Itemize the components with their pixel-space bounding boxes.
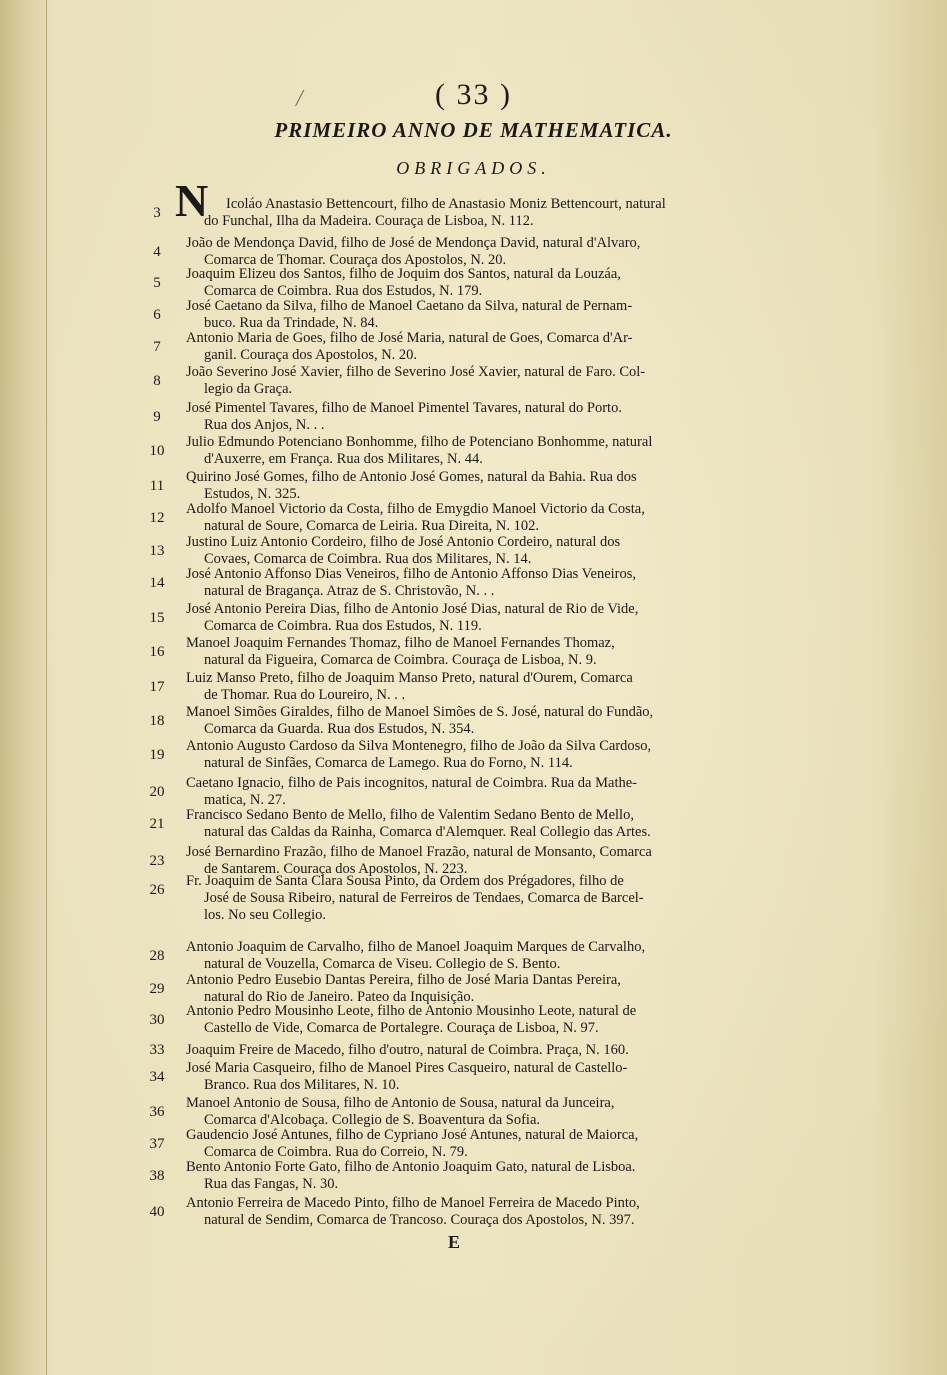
entry-line: d'Auxerre, em França. Rua dos Militares, N. 44.	[204, 451, 483, 467]
entry-line: Antonio Maria de Goes, filho de José Maria, natural de Goes, Comarca d'Ar-	[186, 330, 633, 346]
entry-number: 15	[149, 609, 165, 626]
entry-line: Antonio Ferreira de Macedo Pinto, filho de Manoel Ferreira de Macedo Pinto,	[186, 1195, 640, 1211]
entry-number: 17	[149, 678, 165, 695]
entry-line: Branco. Rua dos Militares, N. 10.	[204, 1077, 400, 1093]
entry-number: 18	[149, 712, 165, 729]
entry-number: 21	[149, 815, 165, 832]
subsection-title: OBRIGADOS.	[396, 158, 551, 178]
entry-line: José Caetano da Silva, filho de Manoel Caetano da Silva, natural de Pernam-	[186, 298, 633, 314]
entry-number: 12	[149, 509, 165, 526]
entry-line: Antonio Joaquim de Carvalho, filho de Manoel Joaquim Marques de Carvalho,	[186, 939, 646, 955]
entry-text	[186, 635, 766, 669]
entry-line: Comarca da Guarda. Rua dos Estudos, N. 354.	[204, 721, 475, 737]
entry-line: José Maria Casqueiro, filho de Manoel Pires Casqueiro, natural de Castello-	[186, 1060, 628, 1076]
entry-line: natural de Soure, Comarca de Leiria. Rua Direita, N. 102.	[204, 518, 539, 534]
entry-text	[186, 434, 766, 468]
entry-text	[186, 235, 766, 269]
entry-number: 16	[149, 643, 165, 660]
entry-line: natural das Caldas da Rainha, Comarca d'Alemquer. Real Collegio das Artes.	[204, 824, 651, 840]
entry-text	[186, 266, 766, 300]
entry-line: Justino Luiz Antonio Cordeiro, filho de José Antonio Cordeiro, natural dos	[186, 534, 621, 550]
entry-text	[186, 1003, 766, 1037]
entry-number: 40	[149, 1203, 165, 1220]
entry-text	[186, 566, 766, 600]
entry-text	[186, 469, 766, 503]
entry-number: 38	[149, 1167, 165, 1184]
entry-line: natural de Vouzella, Comarca de Viseu. Collegio de S. Bento.	[204, 956, 561, 972]
entry-text	[186, 501, 766, 535]
entry-line: José Antonio Pereira Dias, filho de Antonio José Dias, natural de Rio de Vide,	[186, 601, 639, 617]
entry-line: Julio Edmundo Potenciano Bonhomme, filho de Potenciano Bonhomme, natural	[186, 434, 653, 450]
entry-line: Icoláo Anastasio Bettencourt, filho de Anastasio Moniz Bettencourt, natural	[226, 196, 666, 212]
entry-line: João de Mendonça David, filho de José de Mendonça David, natural d'Alvaro,	[186, 235, 641, 251]
entry-number: 28	[149, 947, 165, 964]
entry-line: natural do Rio de Janeiro. Pateo da Inquisição.	[204, 989, 475, 1005]
entry-number: 36	[149, 1103, 165, 1120]
entry-number: 19	[149, 746, 165, 763]
entry-line: Bento Antonio Forte Gato, filho de Antonio Joaquim Gato, natural de Lisboa.	[186, 1159, 636, 1175]
entry-line: José de Sousa Ribeiro, natural de Ferreiros de Tendaes, Comarca de Barcel-	[204, 890, 644, 906]
entry-line: Estudos, N. 325.	[204, 486, 301, 502]
entry-line: Comarca de Coimbra. Rua dos Estudos, N. 119.	[204, 618, 482, 634]
entry-line: buco. Rua da Trindade, N. 84.	[204, 315, 379, 331]
entry-text	[186, 400, 766, 434]
entry-number: 9	[153, 408, 161, 425]
entry-line: Gaudencio José Antunes, filho de Cypriano José Antunes, natural de Maiorca,	[186, 1127, 639, 1143]
entry-line: Antonio Pedro Eusebio Dantas Pereira, filho de José Maria Dantas Pereira,	[186, 972, 621, 988]
entry-line: ganil. Couraça dos Apostolos, N. 20.	[204, 347, 418, 363]
entry-line: Rua das Fangas, N. 30.	[204, 1176, 339, 1192]
entry-line: Comarca de Coimbra. Rua dos Estudos, N. 179.	[204, 283, 483, 299]
pencil-mark: /	[296, 86, 303, 112]
entry-text	[186, 670, 766, 704]
entry-number: 33	[149, 1042, 165, 1058]
entry-line: natural da Figueira, Comarca de Coimbra. Couraça de Lisboa, N. 9.	[204, 652, 597, 668]
entry-text	[186, 1060, 766, 1094]
entry-line: do Funchal, Ilha da Madeira. Couraça de Lisboa, N. 112.	[204, 213, 534, 229]
catchword: E	[448, 1232, 461, 1252]
entry-text	[186, 972, 766, 1006]
entry-number: 11	[149, 477, 165, 494]
binding-gutter	[0, 0, 47, 1375]
entry-text	[186, 534, 766, 568]
entry-line: Quirino José Gomes, filho de Antonio José Gomes, natural da Bahia. Rua dos	[186, 469, 637, 485]
entry-text	[186, 1127, 766, 1161]
entry-line: Comarca de Coimbra. Rua do Correio, N. 79.	[204, 1144, 468, 1160]
entry-line: Manoel Joaquim Fernandes Thomaz, filho de Manoel Fernandes Thomaz,	[186, 635, 615, 651]
entry-text	[186, 873, 766, 924]
entry-number: 6	[153, 306, 161, 323]
entry-line: Comarca d'Alcobaça. Collegio de S. Boaventura da Sofia.	[204, 1112, 541, 1128]
entry-line: João Severino José Xavier, filho de Severino José Xavier, natural de Faro. Col-	[186, 364, 646, 380]
entry-text	[186, 196, 766, 230]
entry-text	[186, 704, 766, 738]
entry-number: 20	[149, 783, 165, 800]
entry-number: 30	[149, 1011, 165, 1028]
entry-line: Fr. Joaquim de Santa Clara Sousa Pinto, da Ordem dos Prégadores, filho de	[186, 873, 624, 889]
entry-number: 29	[149, 980, 165, 997]
entry-line: de Santarem. Couraça dos Apostolos, N. 223.	[204, 861, 468, 877]
entry-line: natural de Sendim, Comarca de Trancoso. Couraça dos Apostolos, N. 397.	[204, 1212, 635, 1228]
entry-line: Manoel Simões Giraldes, filho de Manoel Simões de S. José, natural do Fundão,	[186, 704, 654, 720]
entry-text	[186, 939, 766, 973]
section-title: PRIMEIRO ANNO DE MATHEMATICA.	[274, 118, 673, 142]
entry-line: Joaquim Elizeu dos Santos, filho de Joquim dos Santos, natural da Louzáa,	[186, 266, 621, 282]
entry-text	[186, 1159, 766, 1193]
entry-number: 23	[149, 852, 165, 869]
entry-text	[186, 1195, 766, 1229]
entry-number: 3	[153, 204, 161, 221]
entry-line: natural de Bragança. Atraz de S. Christovão, N. . .	[204, 583, 495, 599]
entry-line: Comarca de Thomar. Couraça dos Apostolos, N. 20.	[204, 252, 507, 268]
entry-text	[186, 775, 766, 809]
entry-text	[186, 364, 766, 398]
entry-line: de Thomar. Rua do Loureiro, N. . .	[204, 687, 406, 703]
entry-line: Joaquim Freire de Macedo, filho d'outro, natural de Coimbra. Praça, N. 160.	[186, 1042, 629, 1058]
entry-line: Antonio Augusto Cardoso da Silva Montenegro, filho de João da Silva Cardoso,	[186, 738, 652, 754]
entry-number: 14	[149, 574, 165, 591]
page-number: ( 33 )	[435, 78, 512, 111]
entry-line: los. No seu Collegio.	[204, 907, 327, 923]
entry-number: 34	[149, 1068, 165, 1085]
entry-number: 10	[149, 442, 165, 459]
entry-text	[186, 1042, 766, 1059]
entry-line: José Pimentel Tavares, filho de Manoel Pimentel Tavares, natural do Porto.	[186, 400, 622, 416]
drop-initial: N	[175, 175, 209, 226]
entry-number: 37	[149, 1135, 165, 1152]
entry-line: Castello de Vide, Comarca de Portalegre. Couraça de Lisboa, N. 97.	[204, 1020, 599, 1036]
entry-line: José Antonio Affonso Dias Veneiros, filho de Antonio Affonso Dias Veneiros,	[186, 566, 637, 582]
entry-text	[186, 738, 766, 772]
entry-line: Francisco Sedano Bento de Mello, filho de Valentim Sedano Bento de Mello,	[186, 807, 634, 823]
entry-number: 26	[149, 881, 165, 898]
entry-text	[186, 807, 766, 841]
entry-line: matica, N. 27.	[204, 792, 286, 808]
entry-line: natural de Sinfães, Comarca de Lamego. Rua do Forno, N. 114.	[204, 755, 573, 771]
entry-number: 8	[153, 372, 161, 389]
entry-number: 5	[153, 274, 161, 291]
entry-line: Luiz Manso Preto, filho de Joaquim Manso Preto, natural d'Ourem, Comarca	[186, 670, 633, 686]
entry-line: Adolfo Manoel Victorio da Costa, filho de Emygdio Manoel Victorio da Costa,	[186, 501, 645, 517]
entry-line: legio da Graça.	[204, 381, 293, 397]
entry-number: 4	[153, 243, 161, 260]
entry-number: 13	[149, 542, 165, 559]
entry-text	[186, 298, 766, 332]
entry-text	[186, 1095, 766, 1129]
entry-line: Antonio Pedro Mousinho Leote, filho de Antonio Mousinho Leote, natural de	[186, 1003, 637, 1019]
entry-text	[186, 330, 766, 364]
entry-line: Rua dos Anjos, N. . .	[204, 417, 325, 433]
entry-line: Covaes, Comarca de Coimbra. Rua dos Militares, N. 14.	[204, 551, 532, 567]
entry-number: 7	[153, 338, 161, 355]
entry-line: Caetano Ignacio, filho de Pais incognitos, natural de Coimbra. Rua da Mathe-	[186, 775, 637, 791]
entry-line: José Bernardino Frazão, filho de Manoel Frazão, natural de Monsanto, Comarca	[186, 844, 652, 860]
entry-line: Manoel Antonio de Sousa, filho de Antonio de Sousa, natural da Junceira,	[186, 1095, 615, 1111]
entry-text	[186, 601, 766, 635]
